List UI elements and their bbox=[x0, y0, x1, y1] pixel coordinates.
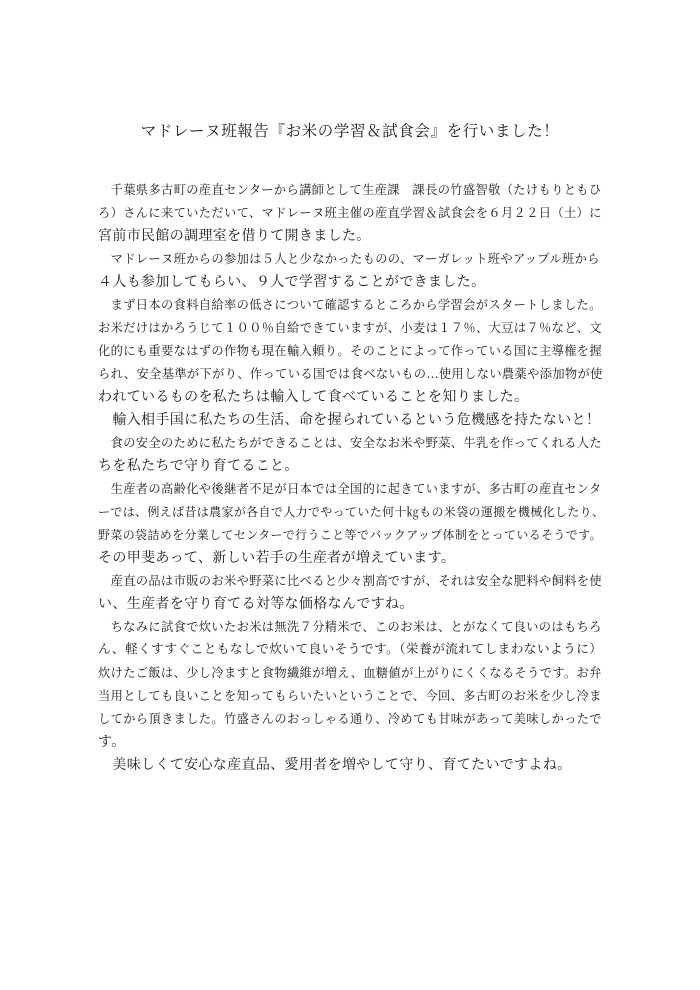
body-line: お米だけはかろうじて１００％自給できていますが、小麦は１７％、大豆は７％など、文 bbox=[98, 321, 602, 335]
body-line: してから頂きました。竹盛さんのおっしゃる通り、冷めても甘味があって美味しかったで bbox=[98, 712, 602, 726]
document-title: マドレーヌ班報告『お米の学習＆試食会』を行いました！ bbox=[140, 122, 560, 140]
body-line: われているものを私たちは輸入して食べていることを知りました。 bbox=[98, 389, 529, 405]
body-line: ４人も参加してもらい、９人で学習することができました。 bbox=[98, 274, 486, 290]
body-line: 野菜の袋詰めを分業してセンターで行うこと等でバックアップ体制をとっているそうです。 bbox=[98, 528, 602, 542]
body-line: 化的にも重要なはずの作物も現在輸入頼り。そのことによって作っている国に主導権を握 bbox=[98, 344, 602, 358]
body-line: その甲斐あって、新しい若手の生産者が増えています。 bbox=[98, 550, 456, 566]
body-line: 生産者の高齢化や後継者不足が日本では全国的に起きていますが、多古町の産直センタ bbox=[98, 482, 602, 496]
body-line: す。 bbox=[98, 734, 126, 750]
body-line: ん、軽くすすぐこともなしで炊いて良いそうです。（栄養が流れてしまわないように） bbox=[98, 642, 603, 657]
body-line: 炊けたご飯は、少し冷ますと食物繊維が増え、血糖値が上がりにくくなるそうです。お弁 bbox=[98, 666, 602, 680]
body-line: 美味しくて安心な産直品、愛用者を増やして守り、育てたいですよね。 bbox=[98, 757, 572, 773]
body-line: 当用としても良いことを知ってもらいたいということで、今回、多古町のお米を少し冷ま bbox=[98, 689, 602, 703]
body-line: まず日本の食料自給率の低さについて確認するところから学習会がスタートしました。 bbox=[98, 298, 602, 312]
body-line: マドレーヌ班からの参加は５人と少なかったものの、マーガレット班やアップル班から bbox=[98, 252, 600, 266]
body-line: ちなみに試食で炊いたお米は無洗７分精米で、このお米は、とがなくて良いのはもちろ bbox=[98, 620, 602, 634]
body-line: 輸入相手国に私たちの生活、命を握られているという危機感を持たないと！ bbox=[98, 412, 601, 428]
body-line: ろ）さんに来ていただいて、マドレーヌ班主催の産直学習＆試食会を６月２２日（土）に bbox=[98, 206, 602, 220]
body-line: 食の安全のために私たちができることは、安全なお米や野菜、牛乳を作ってくれる人た bbox=[98, 436, 602, 450]
body-line: ちを私たちで守り育てること。 bbox=[98, 458, 299, 474]
body-line: い、生産者を守り育てる対等な価格なんですね。 bbox=[98, 596, 414, 612]
body-line: 産直の品は市販のお米や野菜に比べると少々割高ですが、それは安全な肥料や飼料を使 bbox=[98, 574, 602, 588]
body-line: られ、安全基準が下がり、作っている国では食べないもの…使用しない農薬や添加物が使 bbox=[98, 367, 603, 381]
body-line: 千葉県多古町の産直センターから講師として生産課 課長の竹盛智敬（たけもりともひ bbox=[98, 183, 602, 197]
body-line: 宮前市民館の調理室を借りて開きました。 bbox=[98, 228, 371, 244]
body-line: ーでは、例えば昔は農家が各自で人力でやっていた何十㎏もの米袋の運搬を機械化したり、 bbox=[98, 505, 605, 519]
